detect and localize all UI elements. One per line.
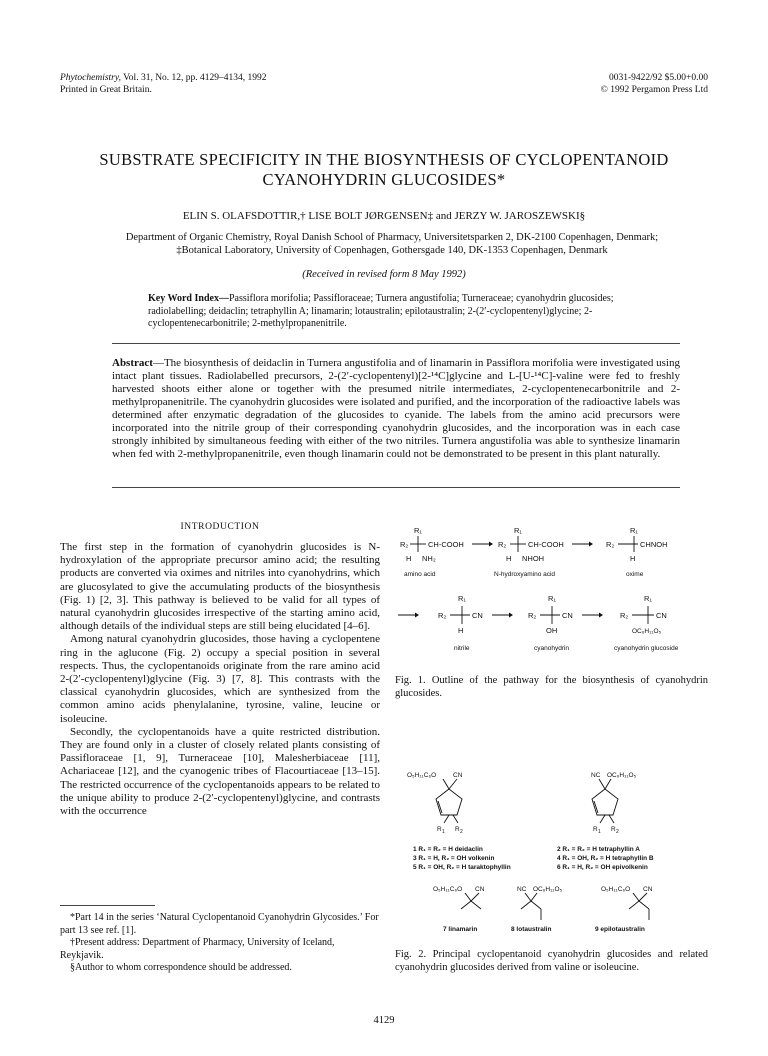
svg-text:CN: CN <box>475 886 485 893</box>
group-r2: R₂ <box>606 540 615 549</box>
footnote-3: §Author to whom correspondence should be addressed. <box>70 962 292 973</box>
legend-compound-3: 3 R₁ = H, R₂ = OH volkenin <box>413 855 495 862</box>
hydroxyamino-acid-structure <box>498 526 564 563</box>
authors: ELIN S. OLAFSDOTTIR,† LISE BOLT JØRGENSEN‡ and JERZY W. JAROSZEWSKI§ <box>182 210 586 222</box>
group-r2: R₂ <box>400 540 409 549</box>
legend-compound-4: 4 R₁ = OH, R₂ = H tetraphyllin B <box>557 855 654 862</box>
divider-top <box>112 343 680 344</box>
epilotaustralin-structure <box>601 886 653 920</box>
legend-compound-2: 2 R₁ = R₂ = H tetraphyllin A <box>557 846 640 853</box>
arrow-5-icon <box>582 613 603 618</box>
price-code: 0031-9422/92 $5.00+0.00 <box>608 73 708 83</box>
footnotes <box>60 912 380 975</box>
label-cyanohydrin-glucoside: cyanohydrin glucoside <box>614 645 679 652</box>
group-r1: R₁ <box>630 526 638 535</box>
affiliation-2: ‡Botanical Laboratory, University of Copenhagen, Gothersgade 140, DK-1353 Copenhagen, Denmark <box>176 245 608 256</box>
group-r1: R₁ <box>458 594 466 603</box>
label-linamarin: 7 linamarin <box>443 926 478 933</box>
group-r2: R₂ <box>620 611 629 620</box>
amino-acid-structure <box>400 526 464 563</box>
title-line-2: CYANOHYDRIN GLUCOSIDES* <box>262 170 506 189</box>
sugar-right: OC₆H₁₁O₅ <box>607 772 637 779</box>
affiliation-1: Department of Organic Chemistry, Royal Danish School of Pharmacy, Universitetsparken 2, DK-2100 Copenhagen, Denmark; <box>125 232 659 243</box>
svg-text:1: 1 <box>442 829 445 835</box>
group-r1: R₁ <box>644 594 652 603</box>
cn-left: CN <box>453 772 463 779</box>
cyanohydrin-glucoside-structure <box>620 594 667 635</box>
group-chnoh: CHNOH <box>640 540 668 549</box>
label-epilotaustralin: 9 epilotaustralin <box>595 926 645 933</box>
oxime-structure <box>606 526 668 563</box>
svg-text:R: R <box>611 826 616 833</box>
group-ch-cooh: CH-COOH <box>528 540 564 549</box>
keywords-label: Key Word Index <box>148 293 219 304</box>
page-number: 4129 <box>373 1015 395 1026</box>
group-ch-cooh: CH-COOH <box>428 540 464 549</box>
group-nhoh: NHOH <box>522 554 545 563</box>
svg-text:1: 1 <box>598 829 601 835</box>
group-r1: R₁ <box>548 594 556 603</box>
svg-text:OC₆H₁₁O₅: OC₆H₁₁O₅ <box>533 886 563 893</box>
figure-1-pathway <box>392 518 712 668</box>
svg-text:R: R <box>455 826 460 833</box>
svg-text:R: R <box>437 826 442 833</box>
group-r2: R₂ <box>498 540 507 549</box>
cyanohydrin-structure <box>528 594 573 635</box>
figure-2-structures <box>395 765 708 937</box>
group-h: H <box>630 554 636 563</box>
keywords: Key Word Index—Passiflora morifolia; Passifloraceae; Turnera angustifolia; Turneraceae; cyanohydrin glucosides; radiolabelling; deidaclin; tetraphyllin A; linamarin; lotaustralin; epilotaustralin; 2-(2′-cyclopentenyl)glycine; 2-cyclopentenecarbonitrile; 2-methylpropanenitrile. <box>148 293 614 329</box>
received-date: (Received in revised form 8 May 1992) <box>302 269 466 280</box>
affiliations <box>92 231 692 257</box>
journal-name: Phytochemistry, <box>60 73 121 83</box>
group-r1: R₁ <box>514 526 522 535</box>
journal-citation <box>60 72 267 96</box>
group-oh: OH <box>546 626 558 635</box>
volume-info: Vol. 31, No. 12, pp. 4129–4134, 1992 <box>123 73 267 83</box>
lotaustralin-structure <box>517 886 563 920</box>
printed-in: Printed in Great Britain. <box>60 85 152 95</box>
title-line-1: SUBSTRATE SPECIFICITY IN THE BIOSYNTHESIS OF CYCLOPENTANOID <box>99 150 669 169</box>
intro-paragraph-1: The first step in the formation of cyanohydrin glucosides is N-hydroxylation of the appropriate precursor amino acid; the resulting products are converted via oximes and nitriles into cyanohydrins, which are glucosylated to give the accumulating products of the biosynthesis (Fig. 1) [2, 3]. This pathway is believed to be valid for all types of natural cyanohydrin glucosides irrespective of the starting amino acid, although details of the individual steps are still being elucidated [4–6]. <box>60 541 380 633</box>
intro-paragraph-2: Among natural cyanohydrin glucosides, those having a cyclopentene ring in the aglucone (Fig. 2) occupy a special position in several respects. Thus, the cyclopentanoids originate from the rare amino acid 2-(2′-cyclopentenyl)glycine (Fig. 3) [7, 8]. This contrasts with the classical cyanohydrin glucosides, which are synthesized from the common amino acids phenylalanine, tyrosine, valine, leucine or isoleucine. <box>60 633 380 725</box>
arrow-1-icon <box>472 542 493 547</box>
group-nh2: NH₂ <box>422 554 436 563</box>
footnote-2: †Present address: Department of Pharmacy, University of Iceland, Reykjavik. <box>60 937 335 961</box>
arrow-4-icon <box>492 613 513 618</box>
footnote-1: *Part 14 in the series ‘Natural Cyclopentanoid Cyanohydrin Glycosides.’ For part 13 see ref. [1]. <box>60 912 379 936</box>
group-glucosyl: OC₆H₁₁O₅ <box>632 628 662 635</box>
label-hydroxyamino-acid: N-hydroxyamino acid <box>494 571 556 578</box>
svg-text:2: 2 <box>460 829 463 835</box>
svg-text:R: R <box>593 826 598 833</box>
svg-text:NC: NC <box>517 886 527 893</box>
footnote-rule <box>60 905 155 906</box>
group-h: H <box>406 554 412 563</box>
group-cn: CN <box>562 611 573 620</box>
arrow-2-icon <box>572 542 593 547</box>
nc-right: NC <box>591 772 601 779</box>
svg-text:O₅H₁₁C₆O: O₅H₁₁C₆O <box>433 886 463 893</box>
group-h: H <box>458 626 464 635</box>
group-h: H <box>506 554 512 563</box>
cyclopentene-left-structure <box>407 772 463 835</box>
intro-text <box>60 541 380 818</box>
copyright: © 1992 Pergamon Press Ltd <box>600 85 708 95</box>
intro-paragraph-3: Secondly, the cyclopentanoids have a quite restricted distribution. They are found only in a cluster of closely related plants consisting of Passifloraceae [1, 9], Turneraceae [10], Malesherbiaceae [11], Achariaceae [12], and the cyanogenic tribes of Flacourtiaceae [13–15]. The restricted occurrence of the cyclopentanoids appears to be related to the unique ability to produce 2-(2′-cyclopentenyl)glycine, and contrasts with the occurrence <box>60 725 380 818</box>
svg-text:O₅H₁₁C₆O: O₅H₁₁C₆O <box>601 886 631 893</box>
publisher-info <box>601 72 708 96</box>
cyclopentene-right-structure <box>591 772 637 835</box>
legend-compound-6: 6 R₁ = H, R₂ = OH epivolkenin <box>557 864 648 871</box>
linamarin-structure <box>433 886 485 909</box>
legend-compound-1: 1 R₁ = R₂ = H deidaclin <box>413 846 483 853</box>
group-cn: CN <box>472 611 483 620</box>
abstract-text: The biosynthesis of deidaclin in Turnera angustifolia and of linamarin in Passiflora morifolia were investigated using intact plant tissues. Radiolabelled precursors, 2-(2′-cyclopentenyl)[2-¹⁴C]glycine and L-[U-¹⁴C]-valine were fed to freshly harvested shoots either alone or together with the presumed nitrile intermediates, 2-cyclopentenecarbonitrile and 2-methylpropanenitrile. The cyanohydrin glucosides were isolated and purified, and the incorporation of the radioactive labels was determined after enzymatic degradation of the glucosides to cyanide. The labels from the amino acid precursors were incorporated into the nitrile group of their corresponding cyanohydrin glucosides, and the incorporation was in each case strongly inhibited by simultaneous feeding with either of the two nitriles. Turnera angustifolia was able to synthesize linamarin when fed with 2-methylpropanenitrile, even though linamarin could not be demonstrated to be present in this plant naturally. <box>112 357 680 460</box>
legend-compound-5: 5 R₁ = OH, R₂ = H taraktophyllin <box>413 864 511 871</box>
svg-text:CN: CN <box>643 886 653 893</box>
group-r1: R₁ <box>414 526 422 535</box>
figure-1-caption: Fig. 1. Outline of the pathway for the biosynthesis of cyanohydrin glucosides. <box>395 675 708 699</box>
svg-text:2: 2 <box>616 829 619 835</box>
sugar-left: O₅H₁₁C₆O <box>407 772 437 779</box>
section-heading: INTRODUCTION <box>180 522 260 532</box>
label-nitrile: nitrile <box>454 645 470 652</box>
arrow-3-icon <box>398 613 419 618</box>
label-oxime: oxime <box>626 571 644 578</box>
nitrile-structure <box>438 594 483 635</box>
divider-bottom <box>112 487 680 488</box>
label-cyanohydrin: cyanohydrin <box>534 645 570 652</box>
group-r2: R₂ <box>528 611 537 620</box>
label-amino-acid: amino acid <box>404 571 436 578</box>
paper-title <box>60 150 708 190</box>
abstract-label: Abstract <box>112 357 153 369</box>
keywords-text: Passiflora morifolia; Passifloraceae; Turnera angustifolia; Turneraceae; cyanohydrin glucosides; radiolabelling; deidaclin; tetraphyllin A; linamarin; lotaustralin; epilotaustralin; 2-(2′-cyclopentenyl)glycine; 2-cyclopentenecarbonitrile; 2-methylpropanenitrile. <box>148 293 614 329</box>
group-r2: R₂ <box>438 611 447 620</box>
group-cn: CN <box>656 611 667 620</box>
figure-2-caption: Fig. 2. Principal cyclopentanoid cyanohydrin glucosides and related cyanohydrin glucosides derived from valine or isoleucine. <box>395 949 708 973</box>
label-lotaustralin: 8 lotaustralin <box>511 926 552 933</box>
abstract: Abstract—The biosynthesis of deidaclin in Turnera angustifolia and of linamarin in Passiflora morifolia were investigated using intact plant tissues. Radiolabelled precursors, 2-(2′-cyclopentenyl)[2-¹⁴C]glycine and L-[U-¹⁴C]-valine were fed to freshly harvested shoots either alone or together with the presumed nitrile intermediates, 2-cyclopentenecarbonitrile and 2-methylpropanenitrile. The cyanohydrin glucosides were isolated and purified, and the incorporation of the radioactive labels was determined after enzymatic degradation of the glucosides to cyanide. The labels from the amino acid precursors were incorporated into the nitrile group of their corresponding cyanohydrin glucosides, and the incorporation was in each case strongly inhibited by simultaneous feeding with either of the two nitriles. Turnera angustifolia was able to synthesize linamarin when fed with 2-methylpropanenitrile, even though linamarin could not be demonstrated to be present in this plant naturally. <box>112 357 680 460</box>
